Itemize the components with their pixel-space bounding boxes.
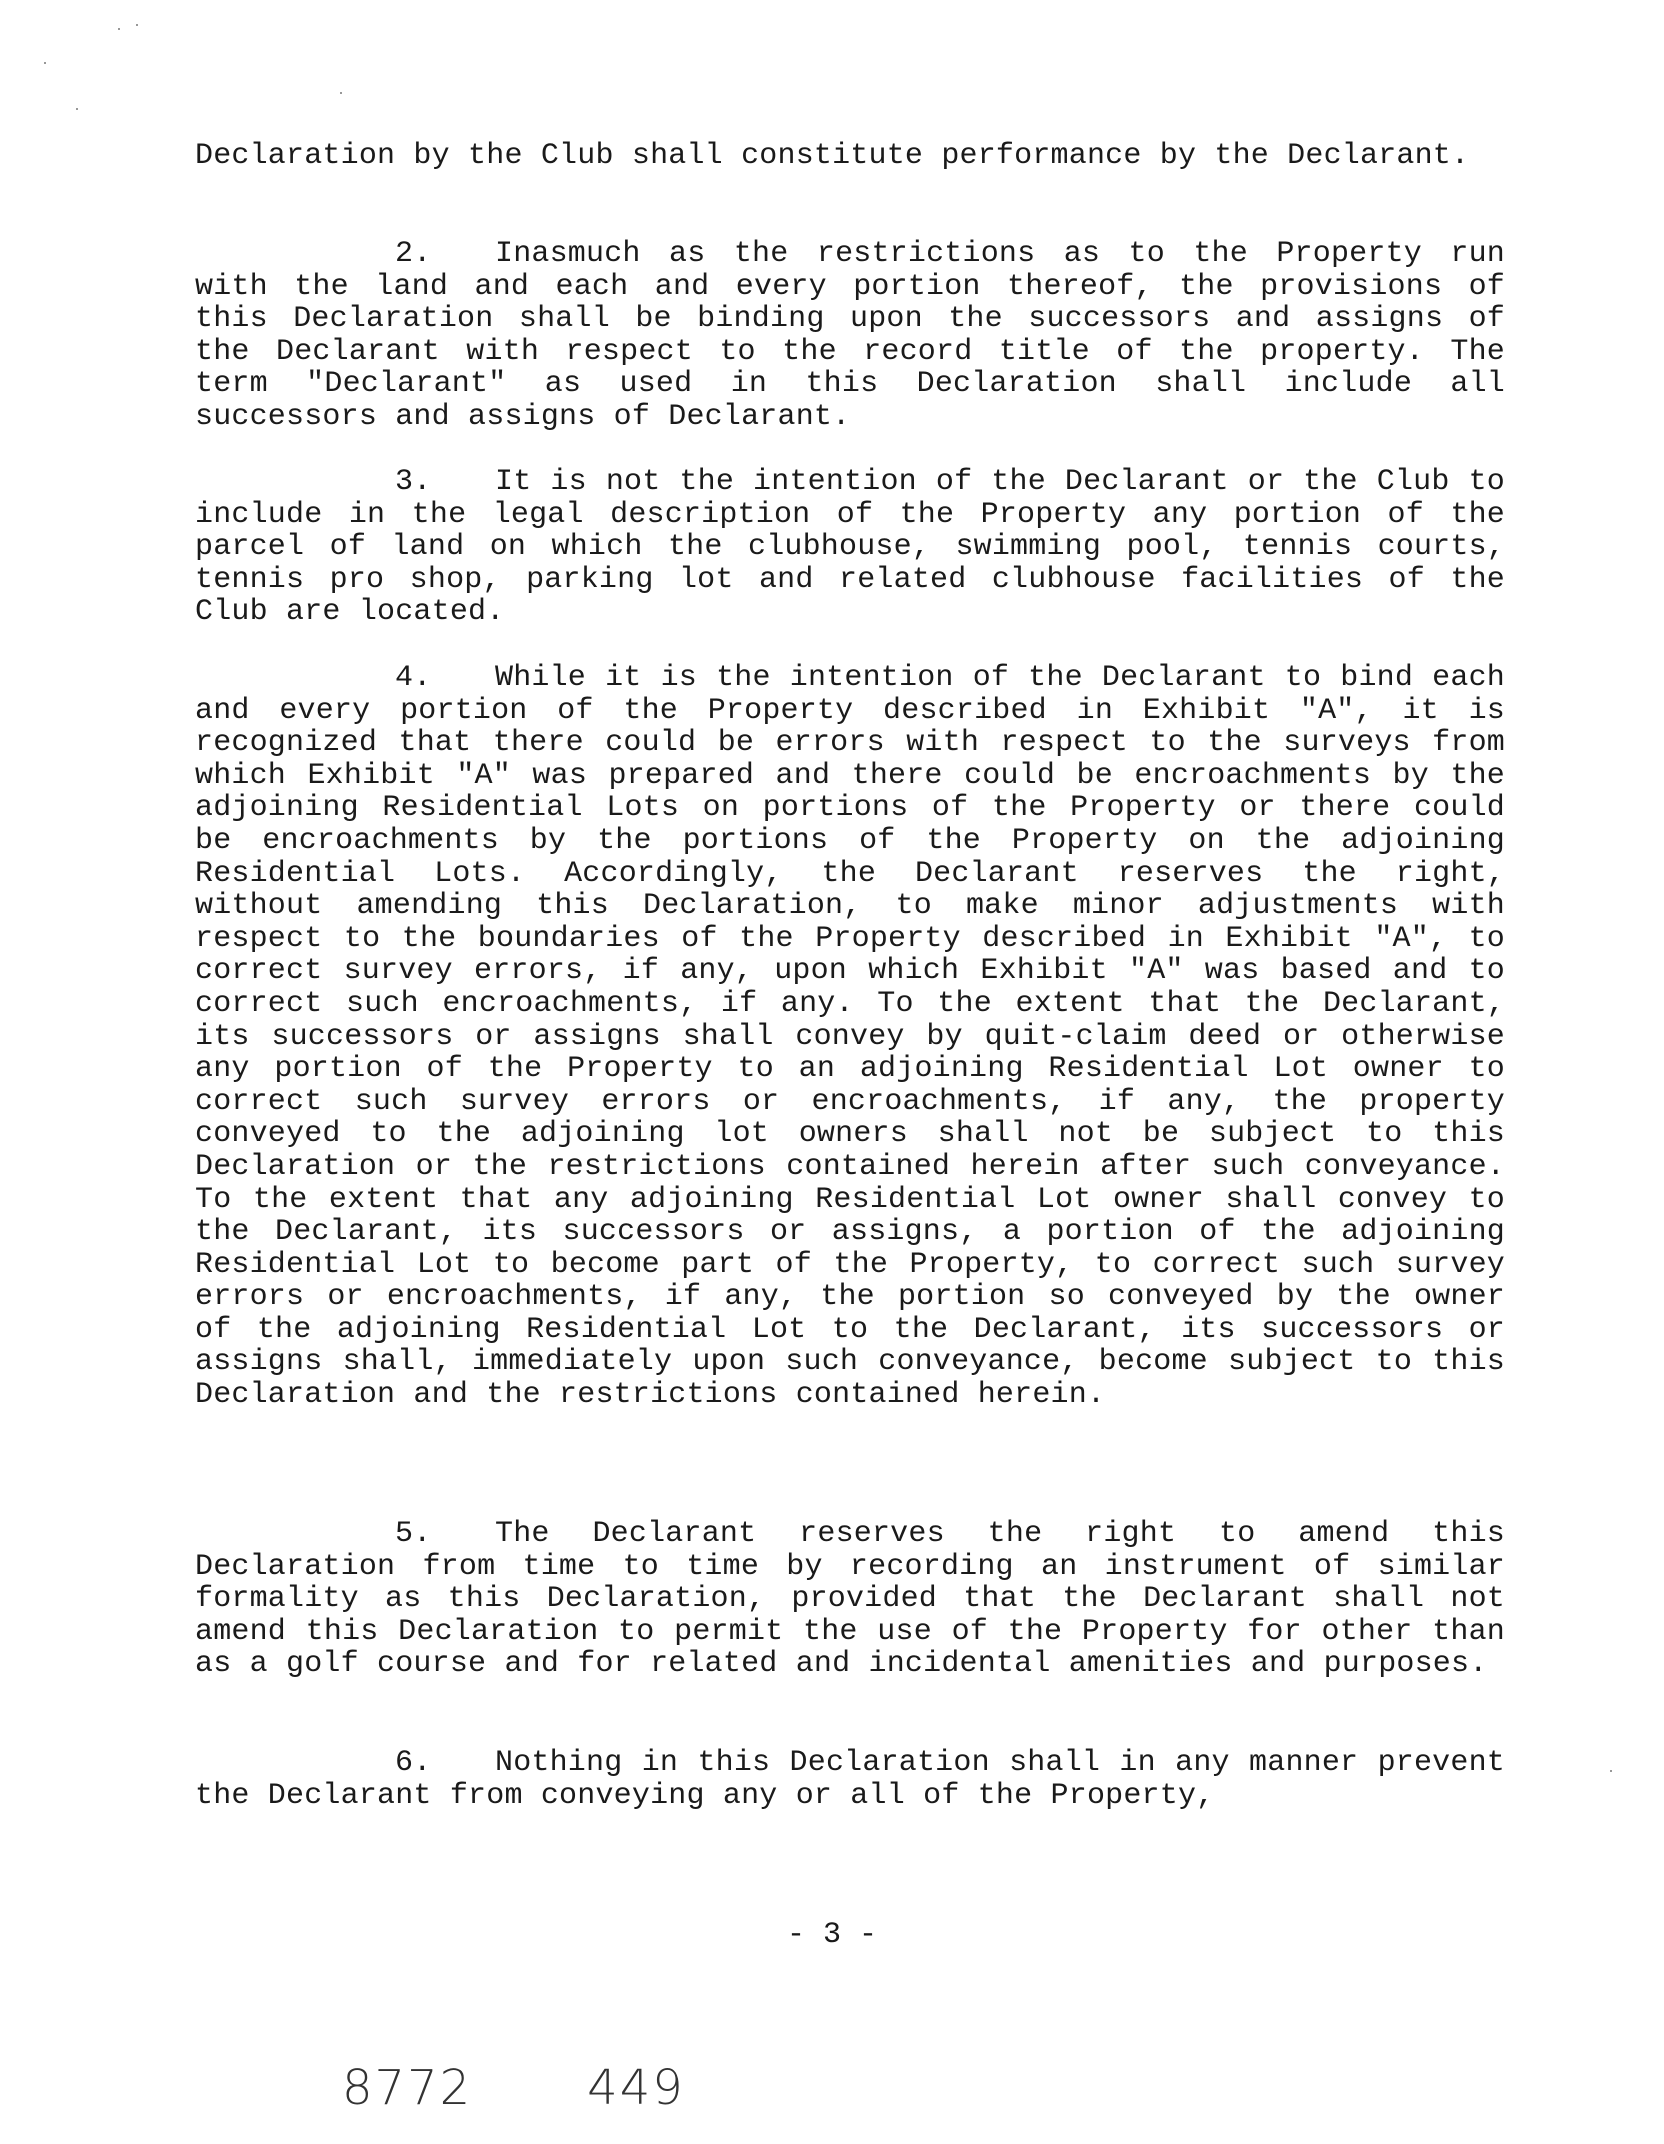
paragraph-6	[195, 1747, 1505, 1812]
recording-page-number: 449	[587, 2060, 685, 2116]
paragraph-5	[195, 1518, 1505, 1681]
paragraph-number: 5.	[395, 1517, 432, 1551]
scan-speck	[118, 28, 120, 30]
paragraph-text: Inasmuch as the restrictions as to the Property run with the land and each and every portion thereof, the provisions of this Declaration shall be binding upon the successors and assigns of the Declarant with respect to the record title of the property. The term "Declarant" as used in this Declaration shall include all successors and assigns of Declarant.	[195, 237, 1505, 434]
paragraph-number: 6.	[395, 1746, 432, 1780]
paragraph-number: 2.	[395, 237, 432, 271]
paragraph-4	[195, 662, 1505, 1412]
continued-text-block	[195, 140, 1505, 173]
paragraph-text: While it is the intention of the Declarant to bind each and every portion of the Property described in Exhibit "A", it is recognized that there could be errors with respect to the surveys from which Exhibit "A" was prepared and there could be encroachments by the adjoining Residential Lots on portions of the Property or there could be encroachments by the portions of the Property on the adjoining Residential Lots. Accordingly, the Declarant reserves the right, without amending this Declaration, to make minor adjustments with respect to the boundaries of the Property described in Exhibit "A", to correct survey errors, if any, upon which Exhibit "A" was based and to correct such encroachments, if any. To the extent that the Declarant, its successors or assigns shall convey by quit-claim deed or otherwise any portion of the Property to an adjoining Residential Lot owner to correct such survey errors or encroachments, if any, the property conveyed to the adjoining lot owners shall not be subject to this Declaration or the restrictions contained herein after such conveyance. To the extent that any adjoining Residential Lot owner shall convey to the Declarant, its successors or assigns, a portion of the adjoining Residential Lot to become part of the Property, to correct such survey errors or encroachments, if any, the portion so conveyed by the owner of the adjoining Residential Lot to the Declarant, its successors or assigns shall, immediately upon such conveyance, become subject to this Declaration and the restrictions contained herein.	[195, 661, 1505, 1413]
paragraph-text: It is not the intention of the Declarant or the Club to include in the legal description of the Property any portion of the parcel of land on which the clubhouse, swimming pool, tennis courts, tennis pro shop, parking lot and related clubhouse facilities of the Club are located.	[195, 465, 1505, 630]
scan-speck	[44, 62, 46, 64]
paragraph-number: 4.	[395, 661, 432, 695]
paragraph-2	[195, 238, 1505, 434]
scan-speck	[340, 92, 342, 94]
recording-book-number: 8772	[342, 2060, 473, 2116]
paragraph-3	[195, 466, 1505, 629]
scan-speck	[136, 24, 138, 26]
paragraph-text: Nothing in this Declaration shall in any manner prevent the Declarant from conveying any or all of the Property,	[195, 1746, 1505, 1813]
recording-book-page-stamp	[342, 2060, 685, 2116]
scan-speck	[76, 108, 78, 110]
page-number: - 3 -	[786, 1918, 877, 1952]
paragraph-text: The Declarant reserves the right to amend this Declaration from time to time by recording an instrument of similar formality as this Declaration, provided that the Declarant shall not amend this Declaration to permit the use of the Property for other than as a golf course and for related and incidental amenities and purposes.	[195, 1517, 1505, 1682]
scan-speck	[1610, 1770, 1612, 1772]
paragraph-number: 3.	[395, 465, 432, 499]
continued-paragraph: Declaration by the Club shall constitute performance by the Declarant.	[195, 139, 1470, 173]
